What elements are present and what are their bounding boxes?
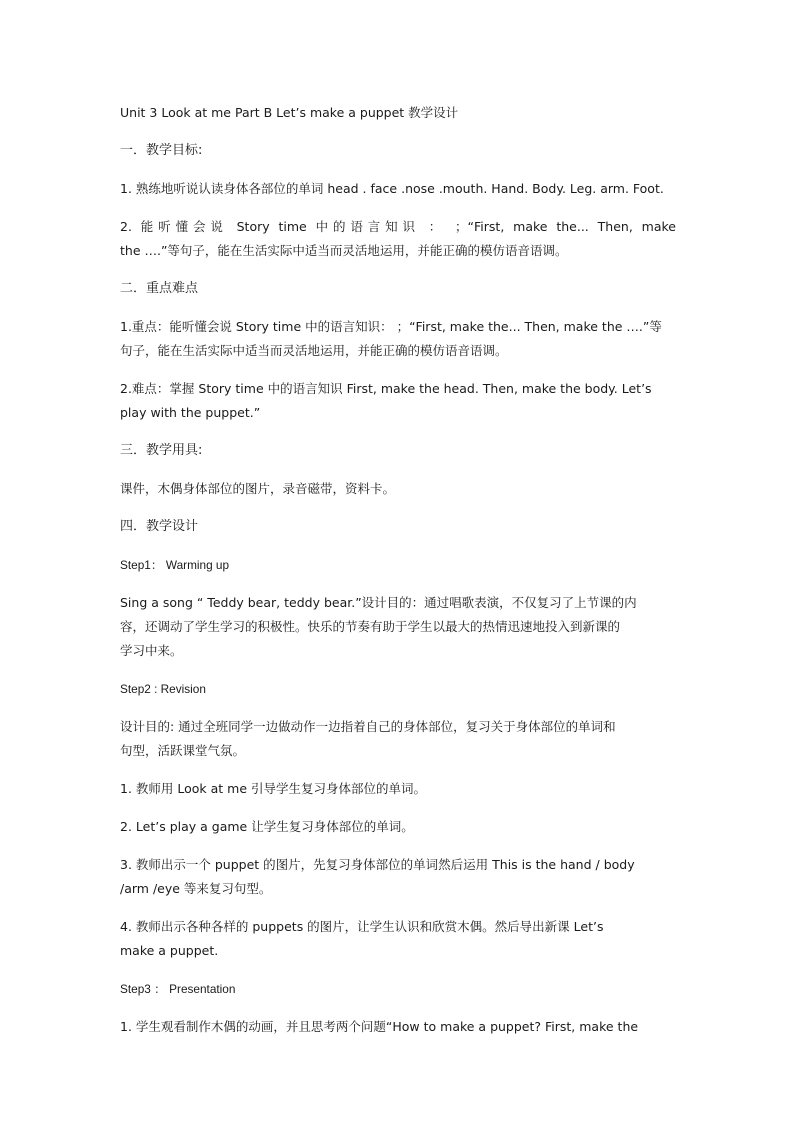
step2-item-4-line-1: 4. 教师出示各种各样的 puppets 的图片，让学生认识和欣赏木偶。然后导出新课 Let’s (120, 919, 604, 934)
section-heading-design: 四．教学设计 (120, 519, 199, 534)
objective-item-1: 1. 熟练地听说认读身体各部位的单词 head . face .nose .mouth. Hand. Body. Leg. arm. Foot. (120, 181, 664, 196)
section-heading-objectives: 一．教学目标: (120, 143, 203, 158)
step1-label: Step1： Warming up (120, 558, 230, 572)
section-heading-materials: 三．教学用具: (120, 443, 203, 458)
step2-label: Step2 : Revision (120, 682, 206, 696)
objective-item-2-line-1 (120, 215, 676, 239)
objective-item-2-line-2: the ….”等句子，能在生活实际中适当而灵活地运用，并能正确的模仿语音语调。 (120, 243, 568, 258)
difficult-point-line-2: play with the puppet.” (120, 405, 261, 420)
step2-item-3-line-1: 3. 教师出示一个 puppet 的图片，先复习身体部位的单词然后运用 This is the hand / body (120, 857, 635, 872)
document-title: Unit 3 Look at me Part B Let’s make a puppet 教学设计 (120, 105, 459, 120)
step2-item-1: 1. 教师用 Look at me 引导学生复习身体部位的单词。 (120, 781, 427, 796)
difficult-point-line-1: 2.难点：掌握 Story time 中的语言知识 First, make the head. Then, make the body. Let’s (120, 381, 652, 396)
objective-item-2-line-1-right: Then, make (597, 219, 676, 234)
key-point-line-2: 句子，能在生活实际中适当而灵活地运用，并能正确的模仿语音语调。 (120, 343, 508, 358)
objective-item-2-line-1-left: 2. 能听懂会说 Story time 中的语言知识 ： ；“First, make the... (120, 219, 589, 234)
step3-label: Step3 ： Presentation (120, 982, 236, 996)
step2-purpose-line-1: 设计目的: 通过全班同学一边做动作一边指着自己的身体部位，复习关于身体部位的单词和 (120, 719, 616, 734)
document-body (120, 101, 676, 1039)
step3-item-1-line-1: 1. 学生观看制作木偶的动画，并且思考两个问题“How to make a puppet? First, make the (120, 1019, 639, 1034)
step1-line-3: 学习中来。 (120, 643, 183, 658)
step1-line-2: 容，还调动了学生学习的积极性。快乐的节奏有助于学生以最大的热情迅速地投入到新课的 (120, 619, 621, 634)
step2-item-2: 2. Let’s play a game 让学生复习身体部位的单词。 (120, 819, 414, 834)
step1-line-1: Sing a song “ Teddy bear, teddy bear.”设计目的：通过唱歌表演，不仅复习了上节课的内 (120, 595, 637, 610)
step2-purpose-line-2: 句型，活跃课堂气氛。 (120, 743, 246, 758)
materials-text: 课件，木偶身体部位的图片，录音磁带，资料卡。 (120, 481, 396, 496)
step2-item-3-line-2: /arm /eye 等来复习句型。 (120, 881, 272, 896)
step2-item-4-line-2: make a puppet. (120, 943, 219, 958)
section-heading-key-points: 二．重点难点 (120, 281, 199, 296)
key-point-line-1: 1.重点：能听懂会说 Story time 中的语言知识： ；“First, make the... Then, make the ….”等 (120, 319, 662, 334)
